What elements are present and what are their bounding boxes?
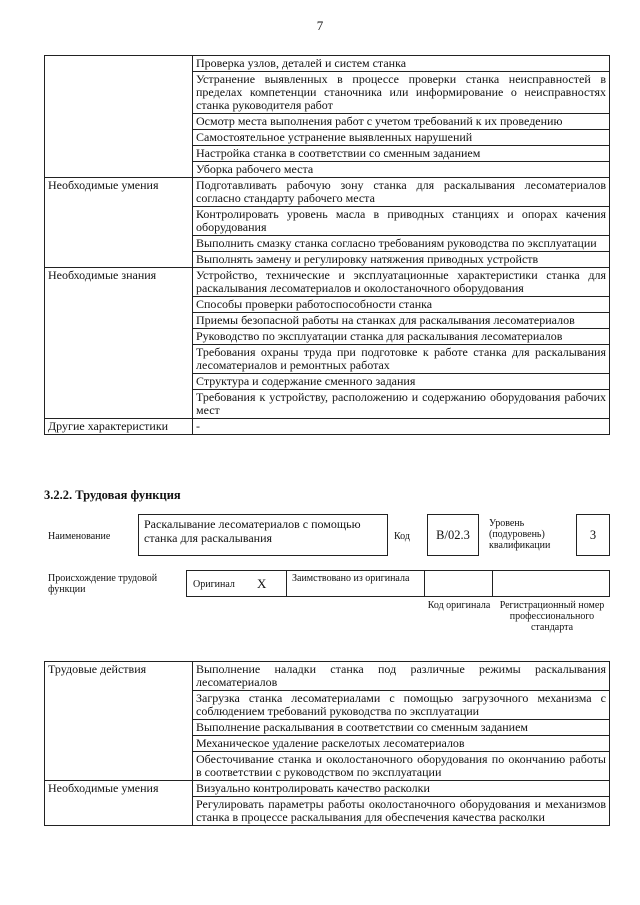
table-cell: Структура и содержание сменного задания	[193, 374, 610, 390]
table-cell: -	[193, 419, 610, 435]
row-label: Необходимые знания	[45, 268, 193, 419]
table-cell: Обесточивание станка и околостаночного оборудования по окончанию работы в соответствии с руководством по эксплуатации	[193, 752, 610, 781]
table-cell: Устранение выявленных в процессе проверки станка неисправностей в пределах компетенции станочника или информирование о неисправностях станка руководителя работ	[193, 72, 610, 114]
borrowed-label: Заимствовано из оригинала	[292, 573, 410, 584]
table-cell: Уборка рабочего места	[193, 162, 610, 178]
actions-table	[44, 661, 610, 826]
table-cell: Выполнить смазку станка согласно требованиям руководства по эксплуатации	[193, 236, 610, 252]
row-label: Другие характеристики	[45, 419, 193, 435]
row-label: Трудовые действия	[45, 662, 193, 781]
table-cell: Загрузка станка лесоматериалами с помощью загрузочного механизма с соблюдением требований руководства по эксплуатации	[193, 691, 610, 720]
table-row	[45, 662, 610, 691]
divider	[424, 570, 425, 597]
table-row	[45, 781, 610, 797]
code-caption: Код оригинала	[427, 600, 491, 611]
page-number: 7	[316, 18, 324, 33]
name-label: Наименование	[48, 531, 111, 542]
level-value: 3	[576, 514, 610, 556]
original-mark: X	[257, 576, 267, 591]
table-cell: Проверка узлов, деталей и систем станка	[193, 56, 610, 72]
row-label	[45, 56, 193, 178]
table-cell: Контролировать уровень масла в приводных станциях и опорах качения оборудования	[193, 207, 610, 236]
table-cell: Требования к устройству, расположению и содержанию оборудования рабочих мест	[193, 390, 610, 419]
row-label: Необходимые умения	[45, 781, 193, 826]
original-label: Оригинал	[193, 579, 235, 590]
table-cell: Регулировать параметры работы околостаночного оборудования и механизмов станка в процессе раскалывания для обеспечения качества расколки	[193, 797, 610, 826]
table-row	[45, 268, 610, 297]
origin-label: Происхождение трудовой функции	[48, 573, 158, 595]
code-value: В/02.3	[427, 514, 479, 556]
table-row	[45, 56, 610, 72]
table-cell: Приемы безопасной работы на станках для раскалывания лесоматериалов	[193, 313, 610, 329]
table-cell: Осмотр места выполнения работ с учетом требований к их проведению	[193, 114, 610, 130]
table-row	[45, 419, 610, 435]
divider	[492, 570, 493, 597]
table-cell: Требования охраны труда при подготовке к работе станка для раскалывания лесоматериалов и ремонтных работах	[193, 345, 610, 374]
divider	[286, 570, 287, 597]
reg-caption: Регистрационный номер профессионального стандарта	[499, 600, 605, 633]
table-cell: Выполнение раскалывания в соответствии со сменным заданием	[193, 720, 610, 736]
table-cell: Подготавливать рабочую зону станка для раскалывания лесоматериалов согласно стандарту рабочего места	[193, 178, 610, 207]
table-cell: Механическое удаление раскелотых лесоматериалов	[193, 736, 610, 752]
table-cell: Выполнение наладки станка под различные режимы раскалывания лесоматериалов	[193, 662, 610, 691]
section-title: 3.2.2. Трудовая функция	[44, 488, 181, 502]
table-cell: Самостоятельное устранение выявленных нарушений	[193, 130, 610, 146]
level-label: Уровень (подуровень) квалификации	[489, 518, 551, 551]
table-cell: Способы проверки работоспособности станка	[193, 297, 610, 313]
code-label: Код	[394, 531, 410, 542]
function-name: Раскалывание лесоматериалов с помощью станка для раскалывания	[138, 514, 388, 556]
requirements-table	[44, 55, 610, 435]
table-cell: Руководство по эксплуатации станка для раскалывания лесоматериалов	[193, 329, 610, 345]
table-row	[45, 178, 610, 207]
table-cell: Настройка станка в соответствии со сменным заданием	[193, 146, 610, 162]
table-cell: Визуально контролировать качество расколки	[193, 781, 610, 797]
row-label: Необходимые умения	[45, 178, 193, 268]
table-cell: Выполнять замену и регулировку натяжения приводных устройств	[193, 252, 610, 268]
table-cell: Устройство, технические и эксплуатационные характеристики станка для раскалывания лесоматериалов и околостаночного оборудования	[193, 268, 610, 297]
